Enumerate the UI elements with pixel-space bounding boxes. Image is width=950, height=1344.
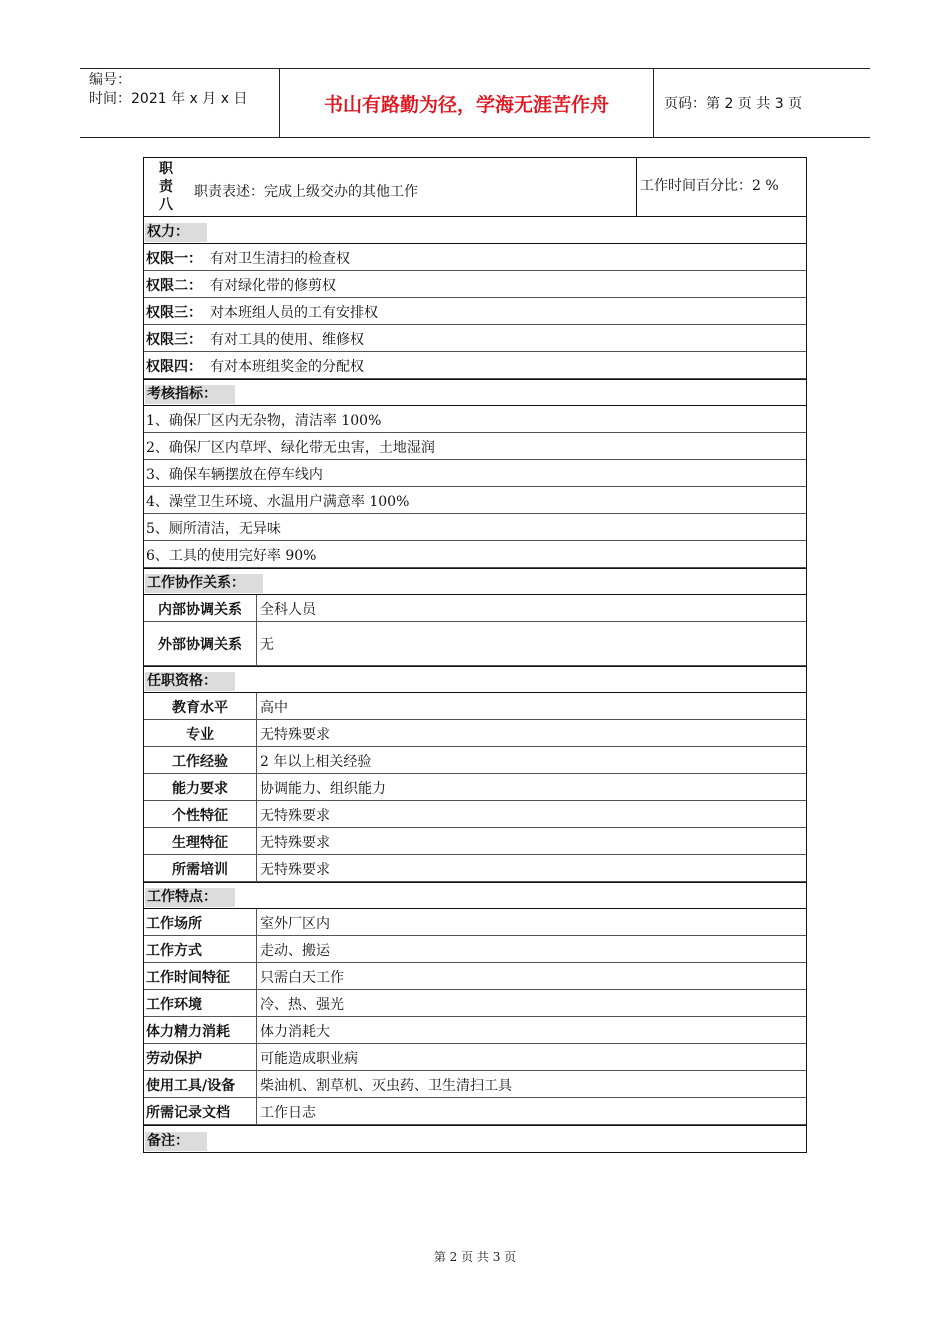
qualification-label: 能力要求 [144,774,257,800]
feature-row [144,1044,806,1071]
qualification-row [144,747,806,774]
page-info: 页码：第 2 页 共 3 页 [664,96,803,112]
qualification-row [144,720,806,747]
authority-item [144,271,336,297]
section-remarks [144,1125,806,1152]
internal-relation-label: 内部协调关系 [144,595,257,621]
feature-value: 冷、热、强光 [260,997,344,1013]
authority-row [144,325,806,352]
feature-value: 室外厂区内 [260,916,330,932]
kpi-row [144,541,806,568]
authority-text: 对本班组人员的工有安排权 [210,305,378,321]
section-title: 任职资格： [145,672,235,691]
page-header [80,68,870,138]
feature-label: 所需记录文档 [144,1098,257,1124]
kpi-row [144,406,806,433]
authority-label: 权限三： [146,305,202,321]
feature-value: 只需白天工作 [260,970,344,986]
duty-description: 职责表述：完成上级交办的其他工作 [194,184,418,200]
qualification-label: 专业 [144,720,257,746]
authority-label: 权限三： [146,332,202,348]
duty-label [158,160,174,214]
authority-label: 权限一： [146,251,202,267]
feature-row [144,963,806,990]
feature-label: 工作环境 [144,990,257,1016]
qualification-value: 协调能力、组织能力 [260,781,386,797]
external-relation-label: 外部协调关系 [144,622,257,665]
feature-value: 可能造成职业病 [260,1051,358,1067]
kpi-item: 4、澡堂卫生环境、水温用户满意率 100% [146,494,410,510]
authority-text: 有对绿化带的修剪权 [210,278,336,294]
section-qualifications [144,666,806,693]
feature-label: 劳动保护 [144,1044,257,1070]
feature-value: 体力消耗大 [260,1024,330,1040]
feature-row [144,1017,806,1044]
time-percent: 工作时间百分比：2 % [640,178,779,194]
authority-item [144,244,350,270]
authority-label: 权限四： [146,359,202,375]
section-title: 考核指标： [145,385,235,404]
authority-row [144,244,806,271]
kpi-item: 1、确保厂区内无杂物，清洁率 100% [146,413,382,429]
internal-relation-row [144,595,806,622]
page-footer: 第 2 页 共 3 页 [433,1250,517,1264]
authority-row [144,352,806,379]
qualification-value: 无特殊要求 [260,727,330,743]
authority-label: 权限二： [146,278,202,294]
section-title: 工作特点： [145,888,235,907]
header-meta [80,69,280,137]
number-label: 编号： [89,72,131,88]
qualification-value: 2 年以上相关经验 [260,754,372,770]
feature-label: 工作场所 [144,909,257,935]
section-title: 权力： [145,223,207,242]
feature-row [144,909,806,936]
qualification-value: 无特殊要求 [260,835,330,851]
external-relation-value: 无 [260,636,274,653]
feature-row [144,936,806,963]
section-authority [144,217,806,244]
qualification-label: 工作经验 [144,747,257,773]
qualification-row [144,774,806,801]
job-description-form [143,157,807,1153]
feature-value: 工作日志 [260,1105,316,1121]
feature-row [144,1098,806,1125]
feature-value: 走动、搬运 [260,943,330,959]
section-title: 工作协作关系： [145,574,263,593]
qualification-row [144,828,806,855]
section-title: 备注： [145,1132,207,1151]
feature-row [144,990,806,1017]
kpi-item: 5、厕所清洁，无异味 [146,521,281,537]
authority-row [144,271,806,298]
authority-item [144,298,378,324]
qualification-label: 所需培训 [144,855,257,881]
kpi-row [144,460,806,487]
feature-value: 柴油机、割草机、灭虫药、卫生清扫工具 [260,1078,512,1094]
internal-relation-value: 全科人员 [260,602,316,618]
duty-label-char: 职 [159,161,173,177]
authority-item [144,352,364,378]
qualification-label: 教育水平 [144,693,257,719]
qualification-row [144,693,806,720]
authority-item [144,325,364,351]
section-kpi [144,379,806,406]
time-label: 时间：2021 年 x 月 x 日 [89,91,248,107]
feature-label: 体力精力消耗 [144,1017,257,1043]
feature-label: 使用工具/设备 [144,1071,257,1097]
authority-row [144,298,806,325]
duty-row [144,158,806,217]
kpi-row [144,433,806,460]
qualification-value: 无特殊要求 [260,862,330,878]
kpi-row [144,514,806,541]
qualification-label: 个性特征 [144,801,257,827]
authority-text: 有对本班组奖金的分配权 [210,359,364,375]
kpi-item: 2、确保厂区内草坪、绿化带无虫害，土地湿润 [146,440,435,456]
qualification-row [144,855,806,882]
section-features [144,882,806,909]
qualification-value: 高中 [260,700,288,716]
authority-text: 有对工具的使用、维修权 [210,332,364,348]
section-relations [144,568,806,595]
authority-text: 有对卫生清扫的检查权 [210,251,350,267]
qualification-value: 无特殊要求 [260,808,330,824]
duty-label-char: 八 [159,197,173,213]
motto: 书山有路勤为径，学海无涯苦作舟 [280,69,654,137]
kpi-item: 6、工具的使用完好率 90% [146,548,317,564]
kpi-row [144,487,806,514]
external-relation-row [144,622,806,666]
qualification-label: 生理特征 [144,828,257,854]
duty-label-char: 责 [159,179,173,195]
feature-label: 工作时间特征 [144,963,257,989]
feature-label: 工作方式 [144,936,257,962]
qualification-row [144,801,806,828]
feature-row [144,1071,806,1098]
kpi-item: 3、确保车辆摆放在停车线内 [146,467,323,483]
